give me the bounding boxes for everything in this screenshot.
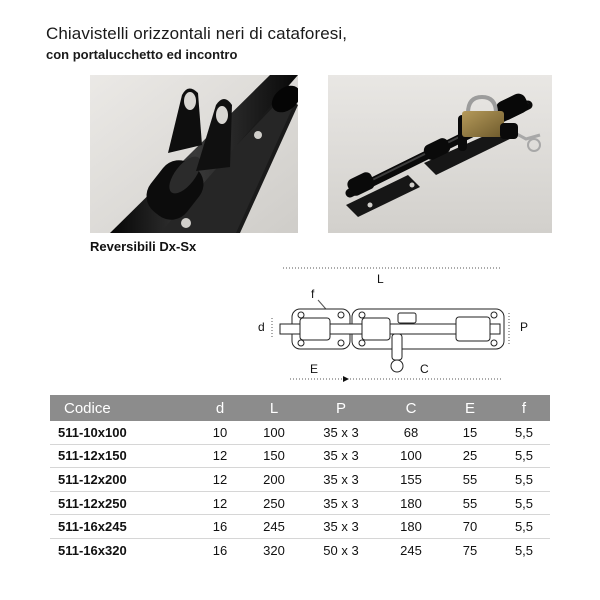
table-row [50,421,550,444]
cell-L: 250 [246,491,302,515]
cell-E: 75 [462,542,478,558]
cell-C: 100 [380,444,442,468]
cell-P: 35 x 3 [302,444,380,468]
table-header-row [50,395,550,421]
table-row [50,515,550,539]
col-header-d: d [194,395,246,421]
cell-codice: 511-12x200 [50,468,194,492]
label-d: d [258,320,265,334]
cell-E: 70 [442,515,498,539]
cell-L: 200 [246,468,302,492]
cell-codice: 511-16x320 [58,542,127,558]
cell-d: 12 [194,491,246,515]
col-header-codice: Codice [50,395,194,421]
cell-f: 5,5 [498,491,550,515]
label-P: P [520,320,529,334]
cell-P: 35 x 3 [302,468,380,492]
cell-E: 15 [442,421,498,444]
cell-L: 150 [246,444,302,468]
label-C: C [420,362,429,376]
cell-codice: 511-12x250 [50,491,194,515]
table-row [50,491,550,515]
col-header-C: C [380,395,442,421]
cell-L: 100 [246,421,302,444]
cell-E: 55 [442,468,498,492]
col-header-E: E [442,395,498,421]
cell-P: 35 x 3 [302,421,380,444]
cell-codice: 511-10x100 [50,421,194,444]
col-header-f: f [498,395,550,421]
cell-d: 12 [194,468,246,492]
cell-d: 16 [212,542,228,558]
arrow-E [343,376,349,382]
cell-f: 5,5 [498,421,550,444]
page-subtitle: con portalucchetto ed incontro [46,47,238,62]
table-row [50,538,550,561]
cell-P: 35 x 3 [302,515,380,539]
label-f: f [311,287,315,301]
cell-C: 180 [380,491,442,515]
cell-P: 50 x 3 [323,542,359,558]
cell-f: 5,5 [498,444,550,468]
reversible-caption: Reversibili Dx-Sx [90,239,197,254]
cell-d: 12 [194,444,246,468]
col-header-P: P [302,395,380,421]
table-row [50,468,550,492]
cell-E: 25 [442,444,498,468]
cell-E: 55 [442,491,498,515]
cell-C: 68 [380,421,442,444]
cell-C: 180 [380,515,442,539]
cell-d: 16 [194,515,246,539]
cell-C: 155 [380,468,442,492]
cell-C: 245 [400,542,422,558]
cell-f: 5,5 [498,515,550,539]
cell-L: 245 [246,515,302,539]
cell-codice: 511-12x150 [50,444,194,468]
col-header-L: L [246,395,302,421]
page-title: Chiavistelli orizzontali neri di cataforesi, [46,24,348,43]
cell-f: 5,5 [514,542,534,558]
cell-d: 10 [194,421,246,444]
cell-P: 35 x 3 [302,491,380,515]
specifications-table [50,395,550,562]
cell-f: 5,5 [498,468,550,492]
cell-codice: 511-16x245 [50,515,194,539]
label-E: E [310,362,319,376]
table-row [50,444,550,468]
cell-L: 320 [263,542,285,558]
label-L: L [377,272,384,286]
